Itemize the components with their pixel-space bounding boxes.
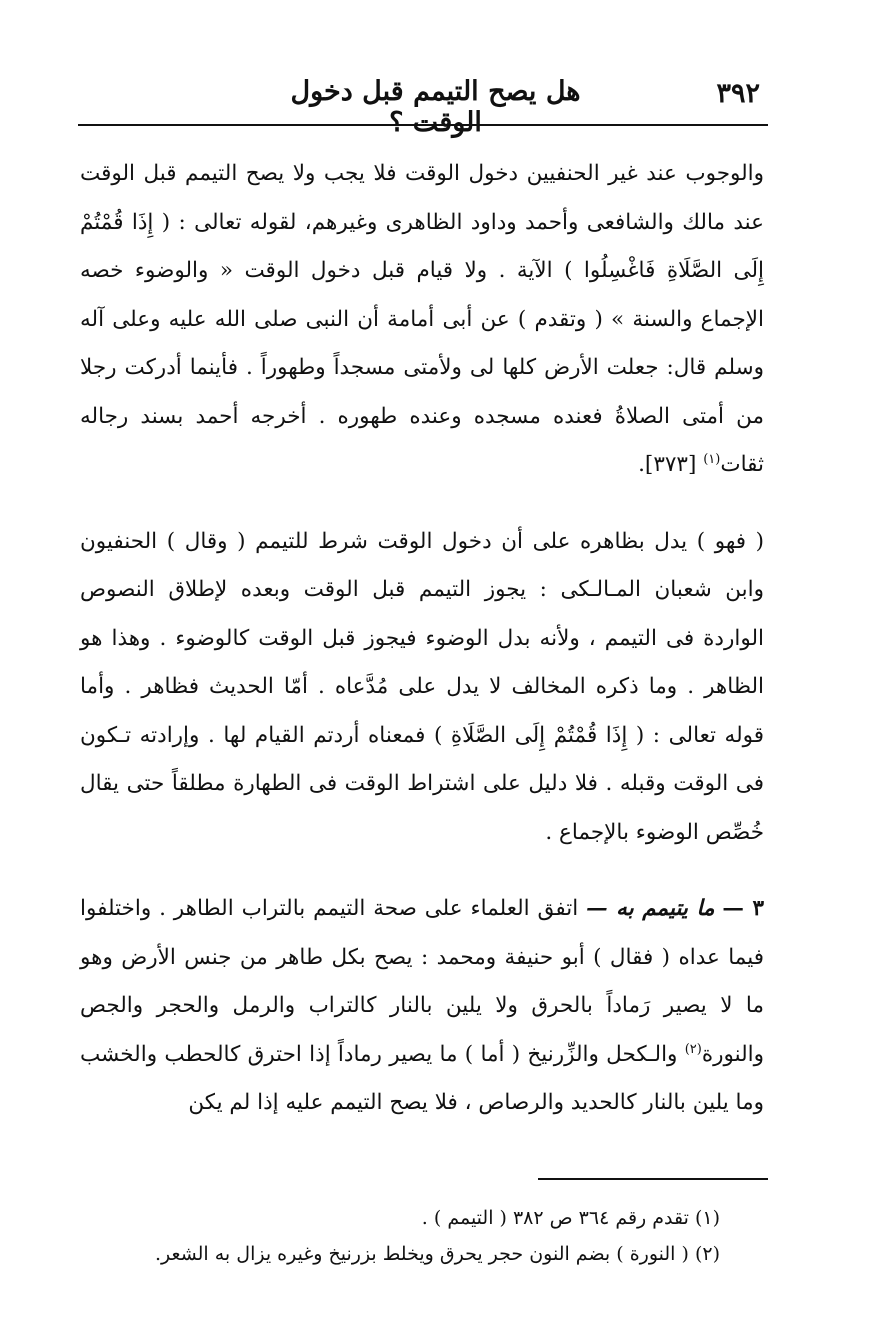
page-number: ٣٩٢ xyxy=(716,78,760,109)
footnote-marker-1: (١) xyxy=(703,451,721,467)
footnote-2: (٢) ( النورة ) بضم النون حجر يحرق ويخلط بزرنيخ وغيره يزال به الشعر. xyxy=(155,1243,720,1265)
footnote-divider xyxy=(538,1178,768,1180)
cross-reference: [٣٧٣]. xyxy=(638,452,697,477)
paragraph-1-text: والوجوب عند غير الحنفيين دخول الوقت فلا يجب ولا يصح التيمم قبل الوقت عند مالك والشافعى وأحمد وداود الظاهرى وغيرهم، لقوله تعالى : ( إِذَا قُمْتُمْ إِلَى الصَّلَاةِ فَاغْسِلُوا ) الآية . ولا قيام قبل دخول الوقت « والوضوء خصه الإجماع والسنة » ( وتقدم ) عن أبى أمامة أن النبى صلى الله عليه وعلى آله وسلم قال: جعلت الأرض كلها لى ولأمتى مسجداً وطهوراً . فأينما أدركت رجلا من أمتى الصلاةُ فعنده مسجده وعنده طهوره . أخرجه أحمد بسند رجاله ثقات xyxy=(80,161,764,477)
section-heading: ما يتيمم به — xyxy=(586,896,715,921)
paragraph-3-text-b: والـكحل والزِّرنيخ ( أما ) ما يصير رماداً إذا احترق كالحطب والخشب وما يلين بالنار كالحديد والرصاص ، فلا يصح التيمم عليه إذا لم يكن xyxy=(80,1041,764,1115)
page-header xyxy=(78,72,768,138)
paragraph-2 xyxy=(80,518,764,858)
running-title: هل يصح التيمم قبل دخول الوقت ؟ xyxy=(290,76,581,138)
paragraph-2-text: ( فهو ) يدل بظاهره على أن دخول الوقت شرط للتيمم ( وقال ) الحنفيون وابن شعبان المـالـكى : يجوز التيمم قبل الوقت وبعده لإطلاق النصوص الواردة فى التيمم ، ولأنه بدل الوضوء فيجوز قبل الوقت كالوضوء . وهذا هو الظاهر . وما ذكره المخالف لا يدل على مُدَّعاه . أمّا الحديث فظاهر . وأما قوله تعالى : ( إِذَا قُمْتُمْ إِلَى الصَّلَاةِ ) فمعناه أردتم القيام لها . وإرادته تـكون فى الوقت وقبله . فلا دليل على اشتراط الوقت فى الطهارة مطلقاً حتى يقال خُصِّص الوضوء بالإجماع . xyxy=(80,528,764,845)
paragraph-3-text-a: اتفق العلماء على صحة التيمم بالتراب الطاهر . واختلفوا فيما عداه ( فقال ) أبو حنيفة ومحمد : يصح بكل طاهر من جنس الأرض وهو ما لا يصير رَماداً بالحرق ولا يلين بالنار كالتراب والرمل والحجر والجص والنورة xyxy=(80,896,764,1067)
paragraph-1 xyxy=(80,150,764,490)
main-text xyxy=(80,150,764,1128)
section-number: ٣ — xyxy=(722,896,764,921)
footnote-marker-2: (٢) xyxy=(684,1041,702,1057)
footnotes xyxy=(80,1200,720,1272)
footnote-1: (١) تقدم رقم ٣٦٤ ص ٣٨٢ ( التيمم ) . xyxy=(421,1207,720,1229)
paragraph-3 xyxy=(80,885,764,1128)
header-divider xyxy=(78,124,768,126)
